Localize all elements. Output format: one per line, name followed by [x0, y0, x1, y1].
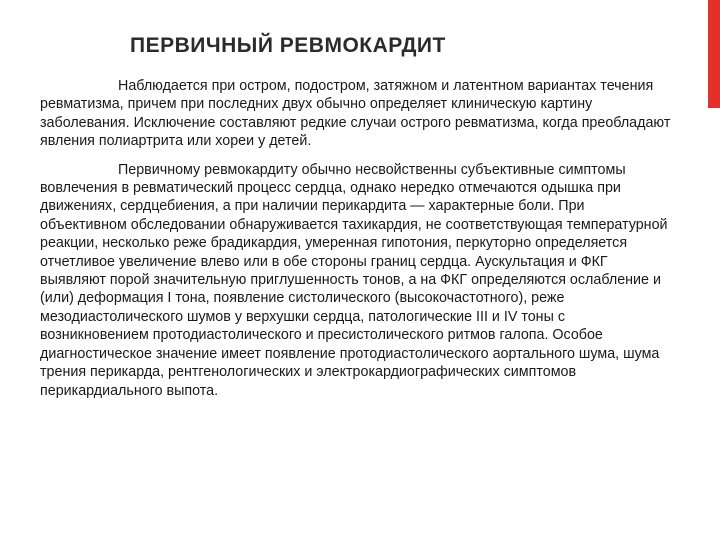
paragraph-2: Первичному ревмокардиту обычно несвойственны субъективные симптомы вовлечения в ревматический процесс сердца, однако нередко отмечаются одышка при движениях, сердцебиения, а при наличии перикардита — характерные боли. При объективном обследовании обнаруживается тахикардия, не соответствующая температурной реакции, несколько реже брадикардия, умеренная гипотония, перкуторно определяется отчетливое увеличение влево или в обе стороны границ сердца. Аускультация и ФКГ выявляют порой значительную приглушенность тонов, а на ФКГ определяются ослабление и (или) деформация I тона, появление систолического (высокочастотного), реже мезодиастолического шумов у верхушки сердца, патологические III и IV тоны с возникновением протодиастолического и пресистолического ритмов галопа. Особое диагностическое значение имеет появление протодиастолического аортального шума, шума трения перикарда, рентгенологических и электрокардиографических симптомов перикардиального выпота.	[40, 161, 668, 399]
slide-body	[40, 77, 672, 410]
paragraph-1: Наблюдается при остром, подостром, затяжном и латентном вариантах течения ревматизма, причем при последних двух обычно определяет клиническую картину заболевания. Исключение составляют редкие случаи острого ревматизма, когда преобладают явления полиартрита или хореи у детей.	[40, 78, 671, 150]
accent-bar	[708, 0, 720, 108]
slide-title: ПЕРВИЧНЫЙ РЕВМОКАРДИТ	[130, 34, 446, 57]
